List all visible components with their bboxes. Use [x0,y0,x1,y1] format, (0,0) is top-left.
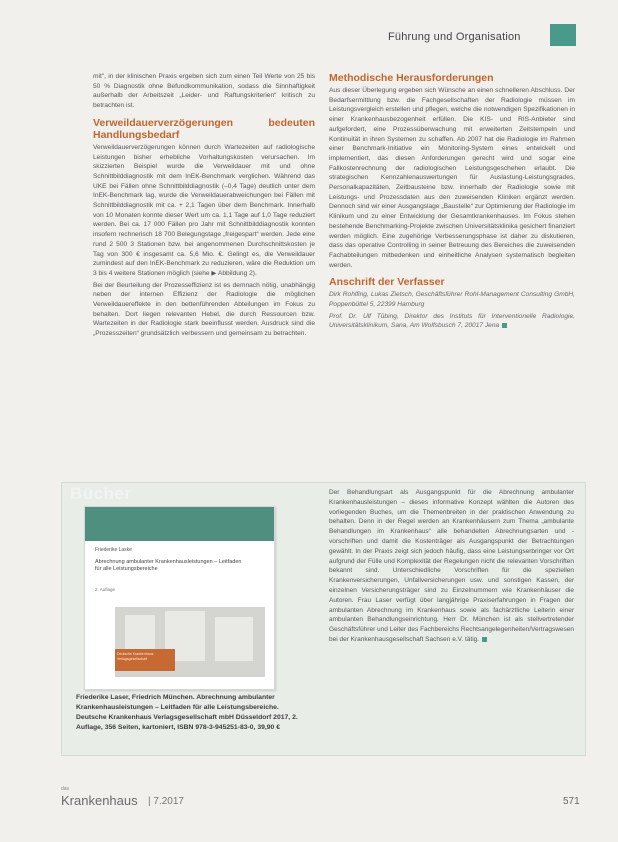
footer-brand-name: Krankenhaus [61,793,138,808]
left-body: Verweildauerverzögerungen können durch Wartezeiten auf radiologische Leistungen bisher erhebliche Vorhaltungskosten verursachen. Im skizzierten Beispiel wurde die Verweildauer mit und ohne Schnittbilddiagnostik mit dem InEK-Benchmark verglichen. Während das UKE bei Fällen ohne Schnittbilddiagnostik (–0,4 Tage) deutlich unter dem InEK-Benchmark lag, wurde die Verweildauerabweichungen bei Fällen mit Schnittbilddiagnostik mit ca. + 2,1 Tagen über dem Benchmark. Innerhalb von 10 Monaten konnte dieser Wert um ca. 1,1 Tage auf 1,0 Tage reduziert werden. Bei ca. 17 000 Fällen pro Jahr mit Schnittbilddiagnostik konnten insofern rechnerisch 18 700 Belegungstage „freigespart“ werden. Jede eine rund 2 500 3 Stationen bzw. bei angenommenen Durchschnittskosten je Tag von 300 € insgesamt ca. 5,6 Mio. €. Gelingt es, die Verweildauer zumindest auf den InEK-Benchmark zu reduzieren, wäre die Reduktion um 3 bis 4 weitere Stationen möglich (siehe ▶ Abbildung 2). [93,143,315,277]
book-review [329,488,574,645]
footer-brand [61,786,138,808]
cover-edition: 2. Auflage [95,587,116,592]
section-tab-marker [550,24,576,46]
footer-brand-small: das [61,786,70,792]
right-heading: Methodische Herausforderungen [329,72,494,84]
section-title: Führung und Organisation [388,31,521,43]
authors-heading: Anschrift der Verfasser [329,276,445,289]
cover-badge-text: Deutsche Krankenhaus Verlagsgesellschaft [117,652,154,661]
left-heading: Verweildauerverzögerungen bedeuten Handlungsbedarf [93,116,315,141]
author-line-1: Dirk Rohlfing, Lukas Zietsch, Geschäftsführer Rohl-Management Consulting GmbH, Poppenbüttel 5, 22399 Hamburg [329,291,575,309]
cover-band [85,507,274,541]
left-column [93,72,315,341]
author-line-2 [329,312,575,331]
intro-paragraph: mit", in der klinischen Praxis ergeben sich zum einen Teil Werte von 25 bis 50 % Diagnostik ohne Befundkommunikation, sodass die Sinnhaftigkeit außerhalb der Arbeitszeit „Leider- und Raftungskriterien“ kritisch zu betrachten ist. [93,73,315,110]
right-column [329,72,575,333]
end-mark-icon [482,637,487,642]
cover-photo-tile [215,617,253,661]
cover-author: Friederike Laske [95,547,132,553]
cover-publisher-badge [115,649,175,671]
page-number: 571 [563,796,580,807]
book-caption: Friederike Laser, Friedrich München. Abrechnung ambulanter Krankenhausleistungen – Leitfaden für alle Leistungsbereiche. Deutsche Krankenhaus Verlagsgesellschaft mbH Düsseldorf 2017, 2. Auflage, 356 Seiten, kartoniert, ISBN 978-3-945251-83-0, 39,90 € [76,694,298,731]
footer-issue-number: 7.2017 [153,796,184,807]
book-review-text: Der Behandlungsart als Ausgangspunkt für die Abrechnung ambulanter Krankenhausleistungen – dieses informative Konzept wählten die Autoren des vorliegenden Buches, um die Themenbreiten in der praktischen Anwendung zu behalten. Denn in der Regel werden an Krankenhäusern zum Thema „ambulante Behandlungen im Krankenhaus“ alle behandelten Abrechnungsarten und -vorschriften und damit die Kostenträger als Ausgangspunkt der Betrachtungen gewählt. In der Praxis zeigt sich jedoch häufig, dass eine Leistungserbringer vor Ort aufgrund der Fülle und Komplexität der Regelungen nicht die relevanten Vorschriften bekannt sind. Unterschiedliche Vorschriften für die speziellen Krankenversicherungen, Unfallversicherungen usw. und sonstigen Kassen, der einzelnen Versicherungsträger sind zu Einzelnummern wie Krankenhäuser die Autoren. Frau Laser verfügt über langjährige Praxiserfahrungen in Fragen der ambulanten Abrechnung im Krankenhaus sowie als fachärztliche Leiterin einer ambulanten Behandlungseinrichtung. Herr Dr. München ist als stellvertretender Geschäftsführer und Leiter des Fachbereichs Rechtsangelegenheiten/Vertragswesen bei der Krankenhausgesellschaft Sachsen e.V. tätig. [329,489,574,643]
footer-issue: | 7.2017 [148,796,184,807]
left-body-2: Bei der Beurteilung der Prozesseffizienz ist es demnach nötig, unabhängig neben der internen Effizienz der Radiologie die möglichen Verweildauereffekte in den bettenführenden Abteilungen im Fokus zu behalten. Dort liegen relevanten Hebel, die durch Ressourcen bzw. Wartezeiten in der Radiologie stark beeinflusst werden. Ausdruck sind die „Prozesszeiten“ grundsätzlich verbessern und gemeinsam zu betrachten. [93,281,315,338]
cover-title: Abrechnung ambulanter Krankenhausleistungen – Leitfaden für alle Leistungsbereiche [95,559,242,572]
end-mark-icon [502,323,507,328]
book-cover-image [84,506,275,690]
author-line-2-text: Prof. Dr. Ulf Tübing, Direktor des Instituts für Interventionelle Radiologie, Universitätsklinikum, Sana, Am Wolfsbusch 7, 20017 Jena [329,312,575,330]
books-title: Bücher [70,484,132,503]
right-body: Aus dieser Überlegung ergeben sich Wünsche an einen schnelleren Abschluss. Der Bedarfsermittlung bzw. die Fachgesellschaften der Radiologie müssen im Leistungsvergleich erstellen und pflegen, welche die notwendigen Spezifikationen in einer Krankenhausbezogenheit erfüllen. Die KIS- und RIS-Anbieter sind aufgefordert, eine Prozessüberwachung mit erweiterten Zeitstempeln und Kontinuität in ihren Systemen zu schaffen. Ab 2007 hat die Radiologie im Rahmen einer Benchmark-Initiative ein Monitoring-System eines entwickelt und implementiert, das diesen Anforderungen gerecht wird und sogar eine Fallkostenrechnung der radiologischen Leistungsgeschehen erlaubt. Die strategischen Kennzahlenauswertungen für Auslastung-Leistungsgrades, Personalkapazitäten, Zeitbausteine bzw. innerhalb der Radiologie sowie mit Leistungs- und Prozessdaten aus den zuweisenden Kliniken ergänzt werden. Dennoch sind wir einer Ausgangslage „Baustelle“ zur Optimierung der Radiologie im Klinikum und zu einer Entwicklung der Gesamtkrankenhauses. Im Fokus stehen bestehende Benchmarking-Projekte zwischen Universitätsklinika gesichert finanziert werden möglich. Eine zugehörige Verbesserungsphase ist daher zu diskutieren, dass das operative Controlling in seiner Betreuung des Bereiches die zuweisenden Fachabteilungen mitbedenken und einheitliche Analysen systematisch begleiten werden. [329,87,575,269]
